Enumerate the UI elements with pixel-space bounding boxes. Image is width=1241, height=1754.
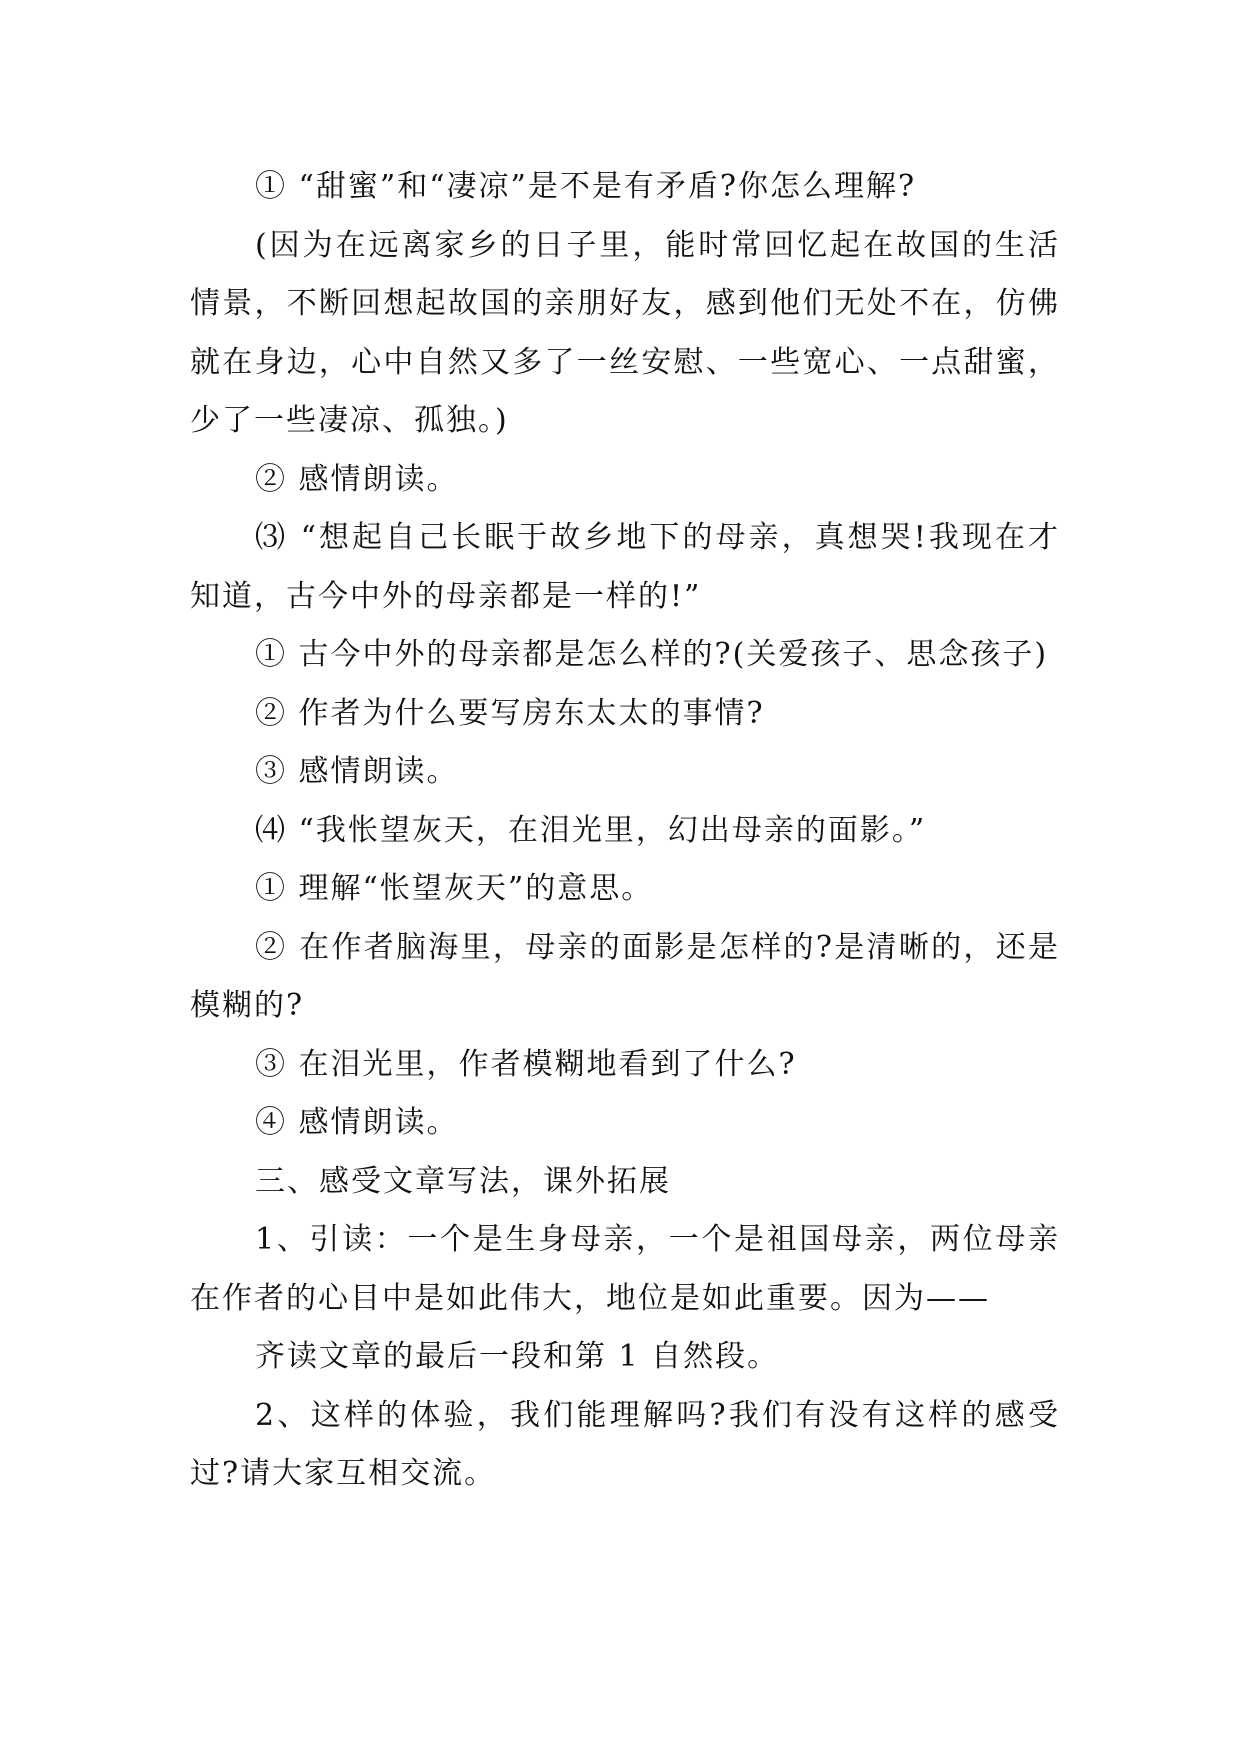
document-body [190, 158, 1060, 1504]
question-sweet-vs-sad: ① “甜蜜”和“凄凉”是不是有矛盾?你怎么理解? [255, 169, 917, 204]
question-landlady: ② 作者为什么要写房东太太的事情? [255, 695, 765, 731]
guided-reading: 1、引读：一个是生身母亲，一个是祖国母亲，两位母亲在作者的心目中是如此伟大，地位是如此重要。因为—— [190, 1222, 1060, 1316]
question-mothers: ① 古今中外的母亲都是怎么样的?(关爱孩子、思念孩子) [255, 637, 1049, 672]
read-together: 齐读文章的最后一段和第 1 自然段。 [255, 1339, 780, 1374]
emotional-reading-3: ④ 感情朗读。 [255, 1105, 459, 1140]
section-heading-3: 三、感受文章写法，课外拓展 [255, 1163, 671, 1199]
quote-4-gray-sky: ⑷ “我怅望灰天，在泪光里，幻出母亲的面影。” [255, 812, 927, 848]
emotional-reading-1: ② 感情朗读。 [255, 461, 459, 497]
question-image-clarity: ② 在作者脑海里，母亲的面影是怎样的?是清晰的，还是模糊的? [190, 929, 1060, 1023]
discussion-prompt: 2、这样的体验，我们能理解吗?我们有没有这样的感受过?请大家互相交流。 [190, 1397, 1060, 1491]
question-what-seen: ③ 在泪光里，作者模糊地看到了什么? [255, 1046, 797, 1082]
question-meaning: ① 理解“怅望灰天”的意思。 [255, 871, 654, 906]
emotional-reading-2: ③ 感情朗读。 [255, 754, 459, 789]
quote-3-mother: ⑶ “想起自己长眠于故乡地下的母亲，真想哭!我现在才知道，古今中外的母亲都是一样的!” [190, 520, 1060, 614]
answer-explanation: (因为在远离家乡的日子里，能时常回忆起在故国的生活情景，不断回想起故国的亲朋好友，感到他们无处不在，仿佛就在身边，心中自然又多了一丝安慰、一些宽心、一点甜蜜，少了一些凄凉、孤独。) [190, 227, 1060, 438]
